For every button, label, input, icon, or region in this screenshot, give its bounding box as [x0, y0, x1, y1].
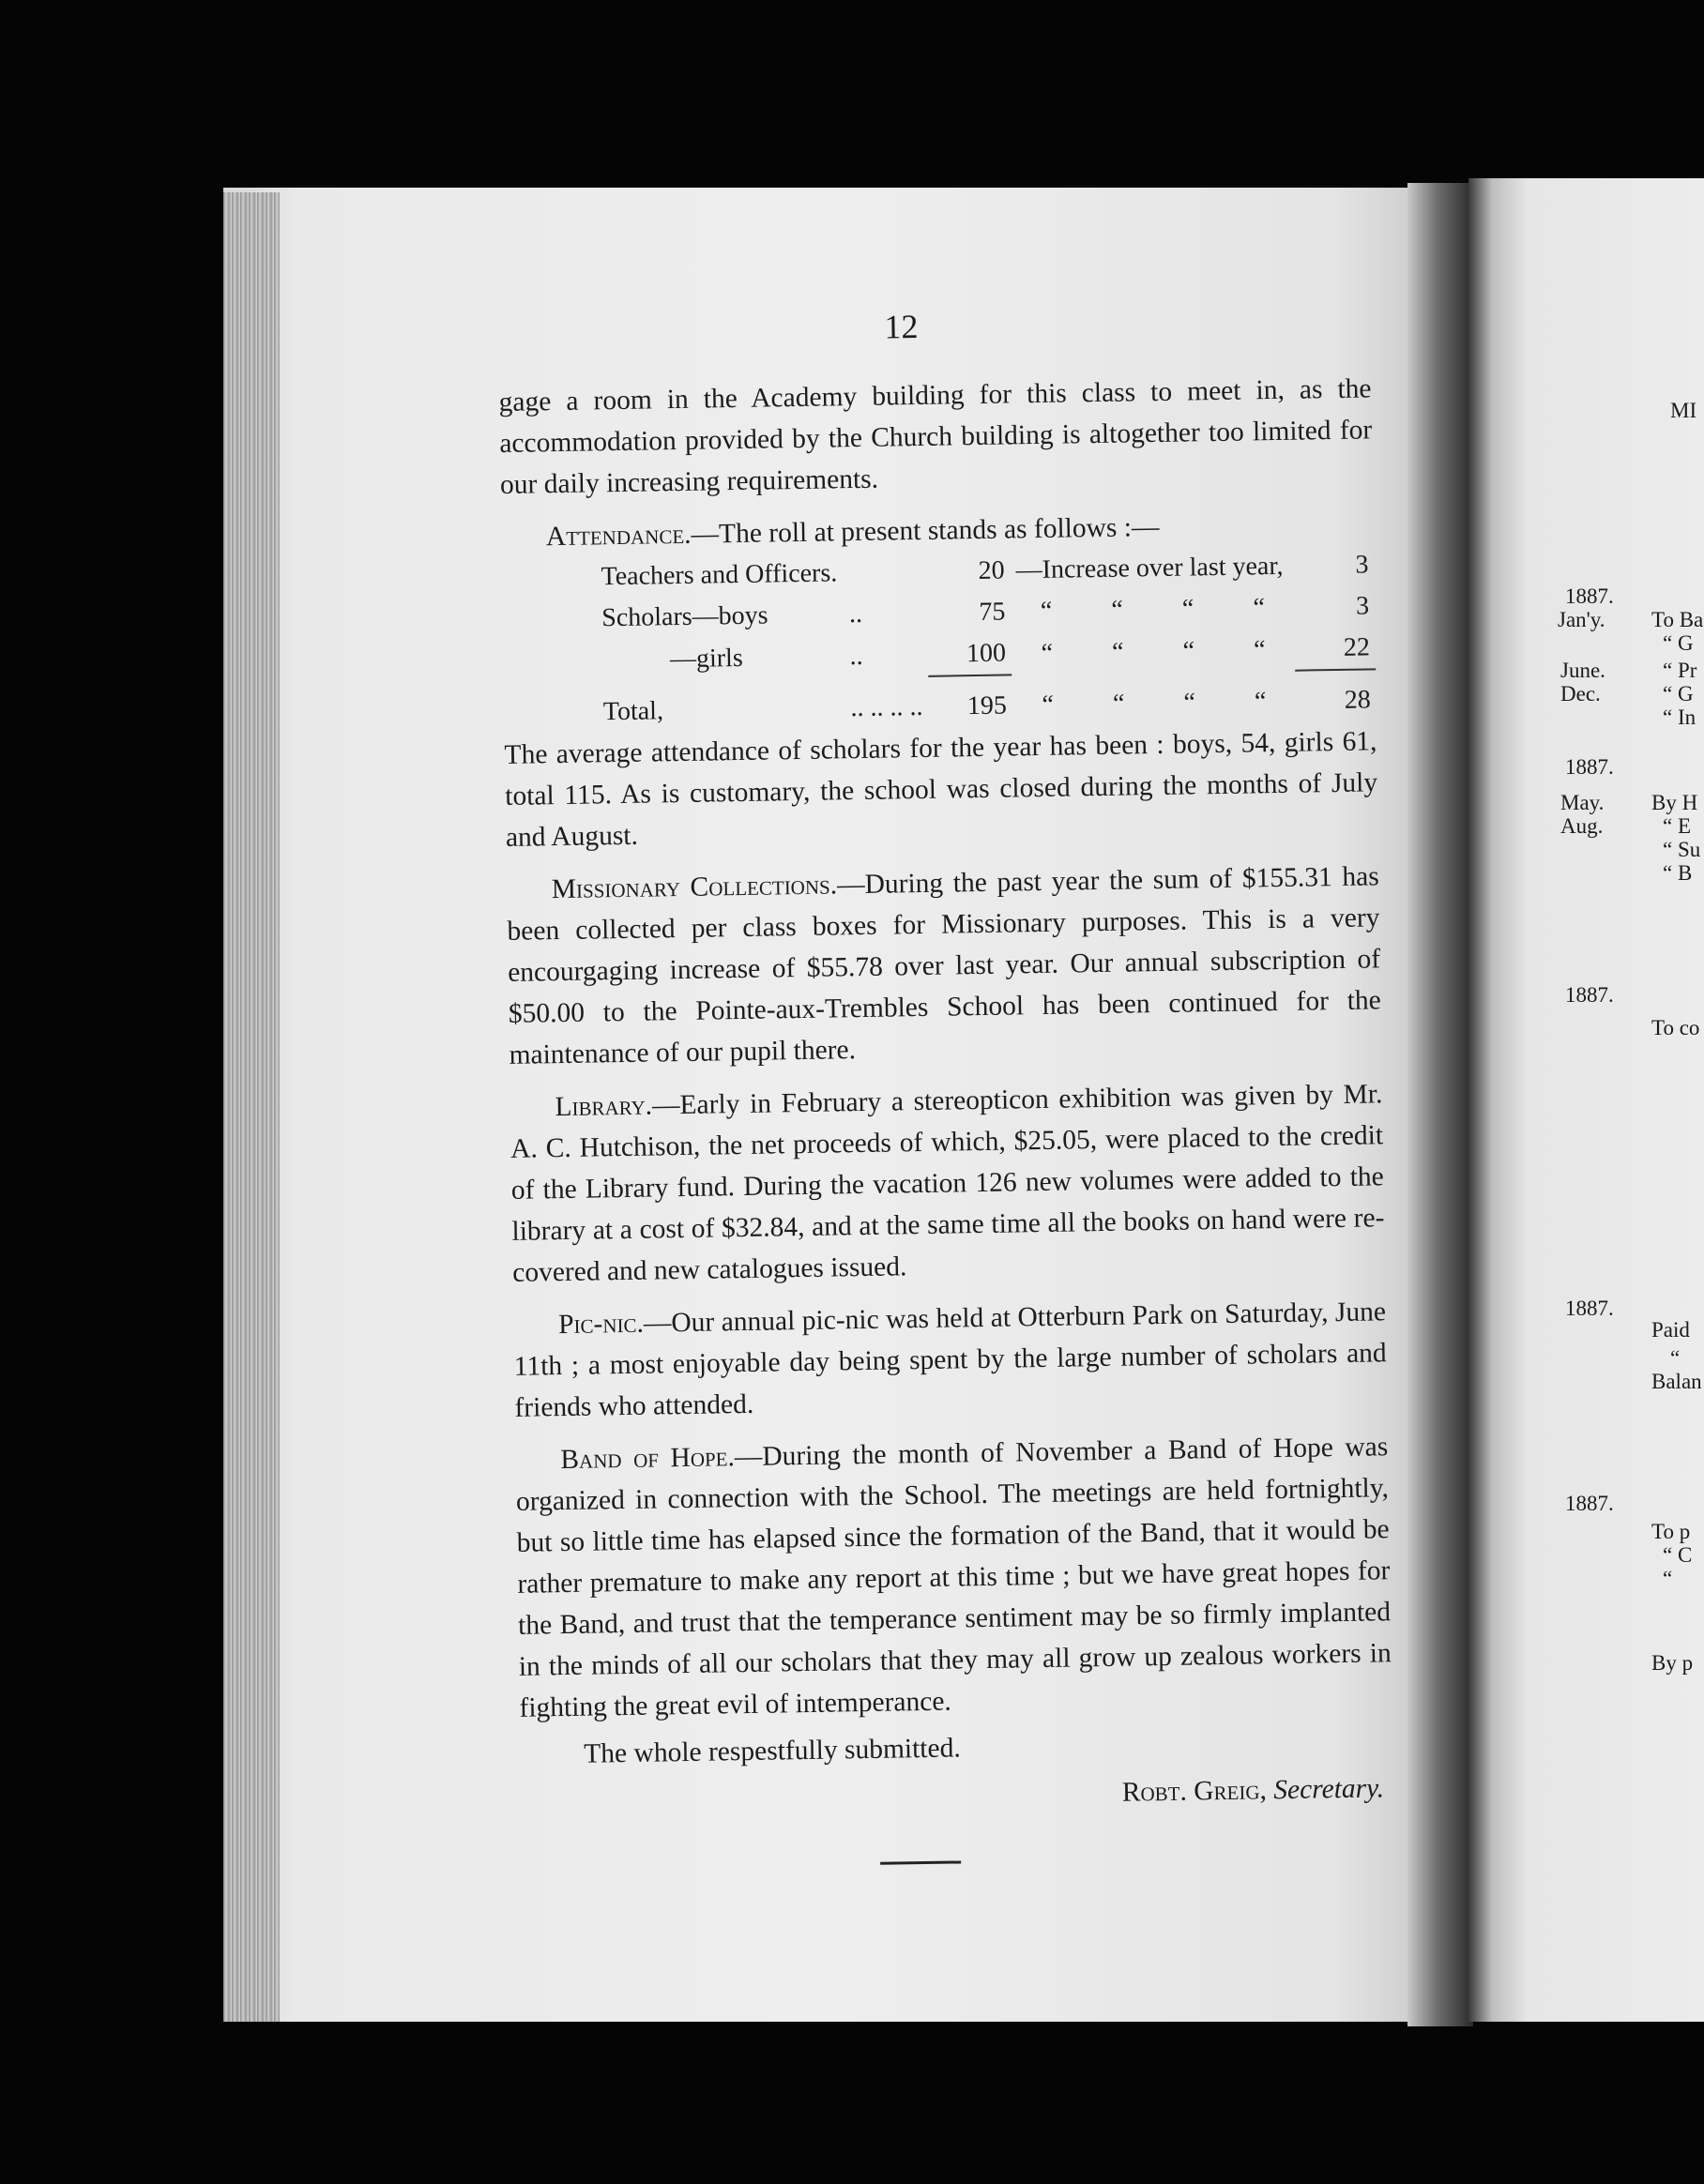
- right-page-line: To co: [1651, 1016, 1700, 1039]
- picnic-text: —Our annual pic-nic was held at Otterburn Park on Saturday, June 11th ; a most enjoyable day being spent by the large number of scholars and friends who attended.: [513, 1297, 1387, 1423]
- right-page-line: “ G: [1663, 631, 1694, 655]
- book-gutter: [1407, 183, 1473, 2026]
- band-of-hope-paragraph: [515, 1426, 1392, 1729]
- missionary-text: —During the past year the sum of $155.31 has been collected per class boxes for Missionary purposes. This is a very encourgaging increase of $55.78 over last year. Our annual subscription of $50.00 to the Pointe-aux-Trembles School has been continued for the maintenance of our pupil there.: [507, 861, 1382, 1070]
- row-increase: 22: [1343, 632, 1371, 662]
- signature: [521, 1767, 1394, 1823]
- right-page-line: May.: [1560, 791, 1605, 814]
- right-page-line: 1887.: [1565, 755, 1614, 779]
- row-count: 20: [978, 555, 1005, 585]
- right-page-line: “ C: [1663, 1543, 1693, 1567]
- attendance-average-paragraph: The average attendance of scholars for the year has been : boys, 54, girls 61, total 115. As is customary, the school was closed during the months of July and August.: [504, 726, 1378, 853]
- right-page-line: Aug.: [1560, 814, 1604, 838]
- right-page-line: Paid: [1651, 1318, 1690, 1342]
- signature-title: Secretary.: [1273, 1773, 1385, 1806]
- row-increase: 3: [1355, 591, 1370, 621]
- total-leader: .. .. .. ..: [850, 691, 923, 722]
- right-page-line: “ Pr: [1663, 659, 1697, 682]
- right-page-line: Dec.: [1560, 682, 1601, 705]
- ditto-mark: “: [1111, 637, 1124, 667]
- attendance-lead: —The roll at present stands as follows :—: [691, 511, 1160, 550]
- picnic-heading: Pic-nic.: [557, 1308, 645, 1341]
- ditto-mark: “: [1254, 686, 1267, 716]
- total-label: Total,: [602, 695, 664, 726]
- closing-line: The whole respestfully submitted.: [584, 1733, 961, 1769]
- right-page-line: 1887.: [1565, 584, 1614, 608]
- right-page-line: MI: [1670, 399, 1697, 422]
- row-count: 75: [979, 597, 1006, 627]
- ditto-mark: “: [1181, 594, 1194, 624]
- row-label: —girls: [669, 643, 743, 674]
- right-page-line: “ B: [1663, 861, 1693, 885]
- right-page-line: “: [1663, 1567, 1673, 1590]
- ditto-mark: “: [1183, 687, 1196, 718]
- right-page-line: Jan'y.: [1558, 608, 1605, 631]
- ditto-mark: “: [1253, 634, 1266, 664]
- right-page-line: “ In: [1663, 705, 1696, 729]
- ditto-mark: “: [1182, 635, 1195, 666]
- ditto-mark: “: [1112, 689, 1125, 719]
- page-number: 12: [884, 307, 919, 346]
- right-page-line: Balan: [1651, 1370, 1702, 1393]
- ditto-mark: “: [1111, 595, 1124, 625]
- library-heading: Library.: [555, 1090, 653, 1123]
- right-page-line: 1887.: [1565, 983, 1614, 1007]
- right-page-line: “ Su: [1663, 838, 1701, 861]
- attendance-table: [595, 544, 1377, 733]
- missionary-heading: Missionary Collections.: [551, 870, 838, 905]
- right-page-line: “ E: [1663, 814, 1692, 838]
- row-leader: ..: [848, 599, 863, 629]
- ditto-mark: “: [1042, 690, 1055, 720]
- attendance-heading: Attendance.: [545, 519, 692, 553]
- right-page-line: “ G: [1663, 682, 1694, 705]
- right-page-line: To Ba: [1651, 608, 1704, 631]
- ditto-mark: “: [1253, 593, 1266, 623]
- missionary-paragraph: [506, 856, 1381, 1076]
- row-leader: [843, 552, 927, 594]
- right-page-line: By H: [1651, 791, 1698, 814]
- library-paragraph: [510, 1073, 1385, 1294]
- total-count: 195: [928, 675, 1012, 727]
- row-leader: ..: [849, 641, 863, 671]
- total-increase: 28: [1295, 669, 1377, 721]
- page-content: [497, 291, 1394, 1870]
- picnic-paragraph: [513, 1291, 1388, 1429]
- ditto-mark: “: [1040, 596, 1053, 626]
- row-increase-text: —Increase over last year,: [1015, 551, 1284, 585]
- row-label: Teachers and Officers.: [601, 558, 838, 592]
- band-of-hope-text: —During the month of November a Band of Hope was organized in connection with the School. The meetings are held fortnightly, but so little time has elapsed since the formation of the Band, that it would be rather premature to make any report at this time ; but we have great hopes for the Band, and trust that the temperance sentiment may be so firmly implanted in the minds of all our scholars that they may all grow up zealous workers in fighting the great evil of intemperance.: [515, 1432, 1392, 1723]
- right-page-line: 1887.: [1565, 1297, 1614, 1320]
- right-page-line: June.: [1560, 659, 1605, 682]
- right-page-line: By p: [1651, 1651, 1694, 1675]
- row-label: Scholars—boys: [601, 600, 768, 633]
- right-page-line: “: [1670, 1346, 1681, 1370]
- row-increase: 3: [1355, 550, 1369, 580]
- library-text: —Early in February a stereopticon exhibition was given by Mr. A. C. Hutchison, the net proceeds of which, $25.05, were placed to the credit of the Library fund. During the vacation 126 new volumes were added to the library at a cost of $32.84, and at the same time all the books on hand were re-covered and new catalogues issued.: [510, 1079, 1385, 1288]
- right-page-line: 1887.: [1565, 1492, 1614, 1515]
- row-count: 100: [966, 638, 1007, 669]
- right-page-line: To p: [1651, 1520, 1691, 1543]
- page-edges: [223, 192, 280, 2022]
- right-page-fragment: [1468, 178, 1704, 2022]
- intro-paragraph: gage a room in the Academy building for this class to meet in, as the accommodation provided by the Church building is altogether too limited for our daily increasing requirements.: [498, 373, 1373, 500]
- signature-name: Robt. Greig,: [1121, 1775, 1268, 1808]
- ditto-mark: “: [1041, 638, 1054, 668]
- band-of-hope-heading: Band of Hope.: [560, 1442, 736, 1476]
